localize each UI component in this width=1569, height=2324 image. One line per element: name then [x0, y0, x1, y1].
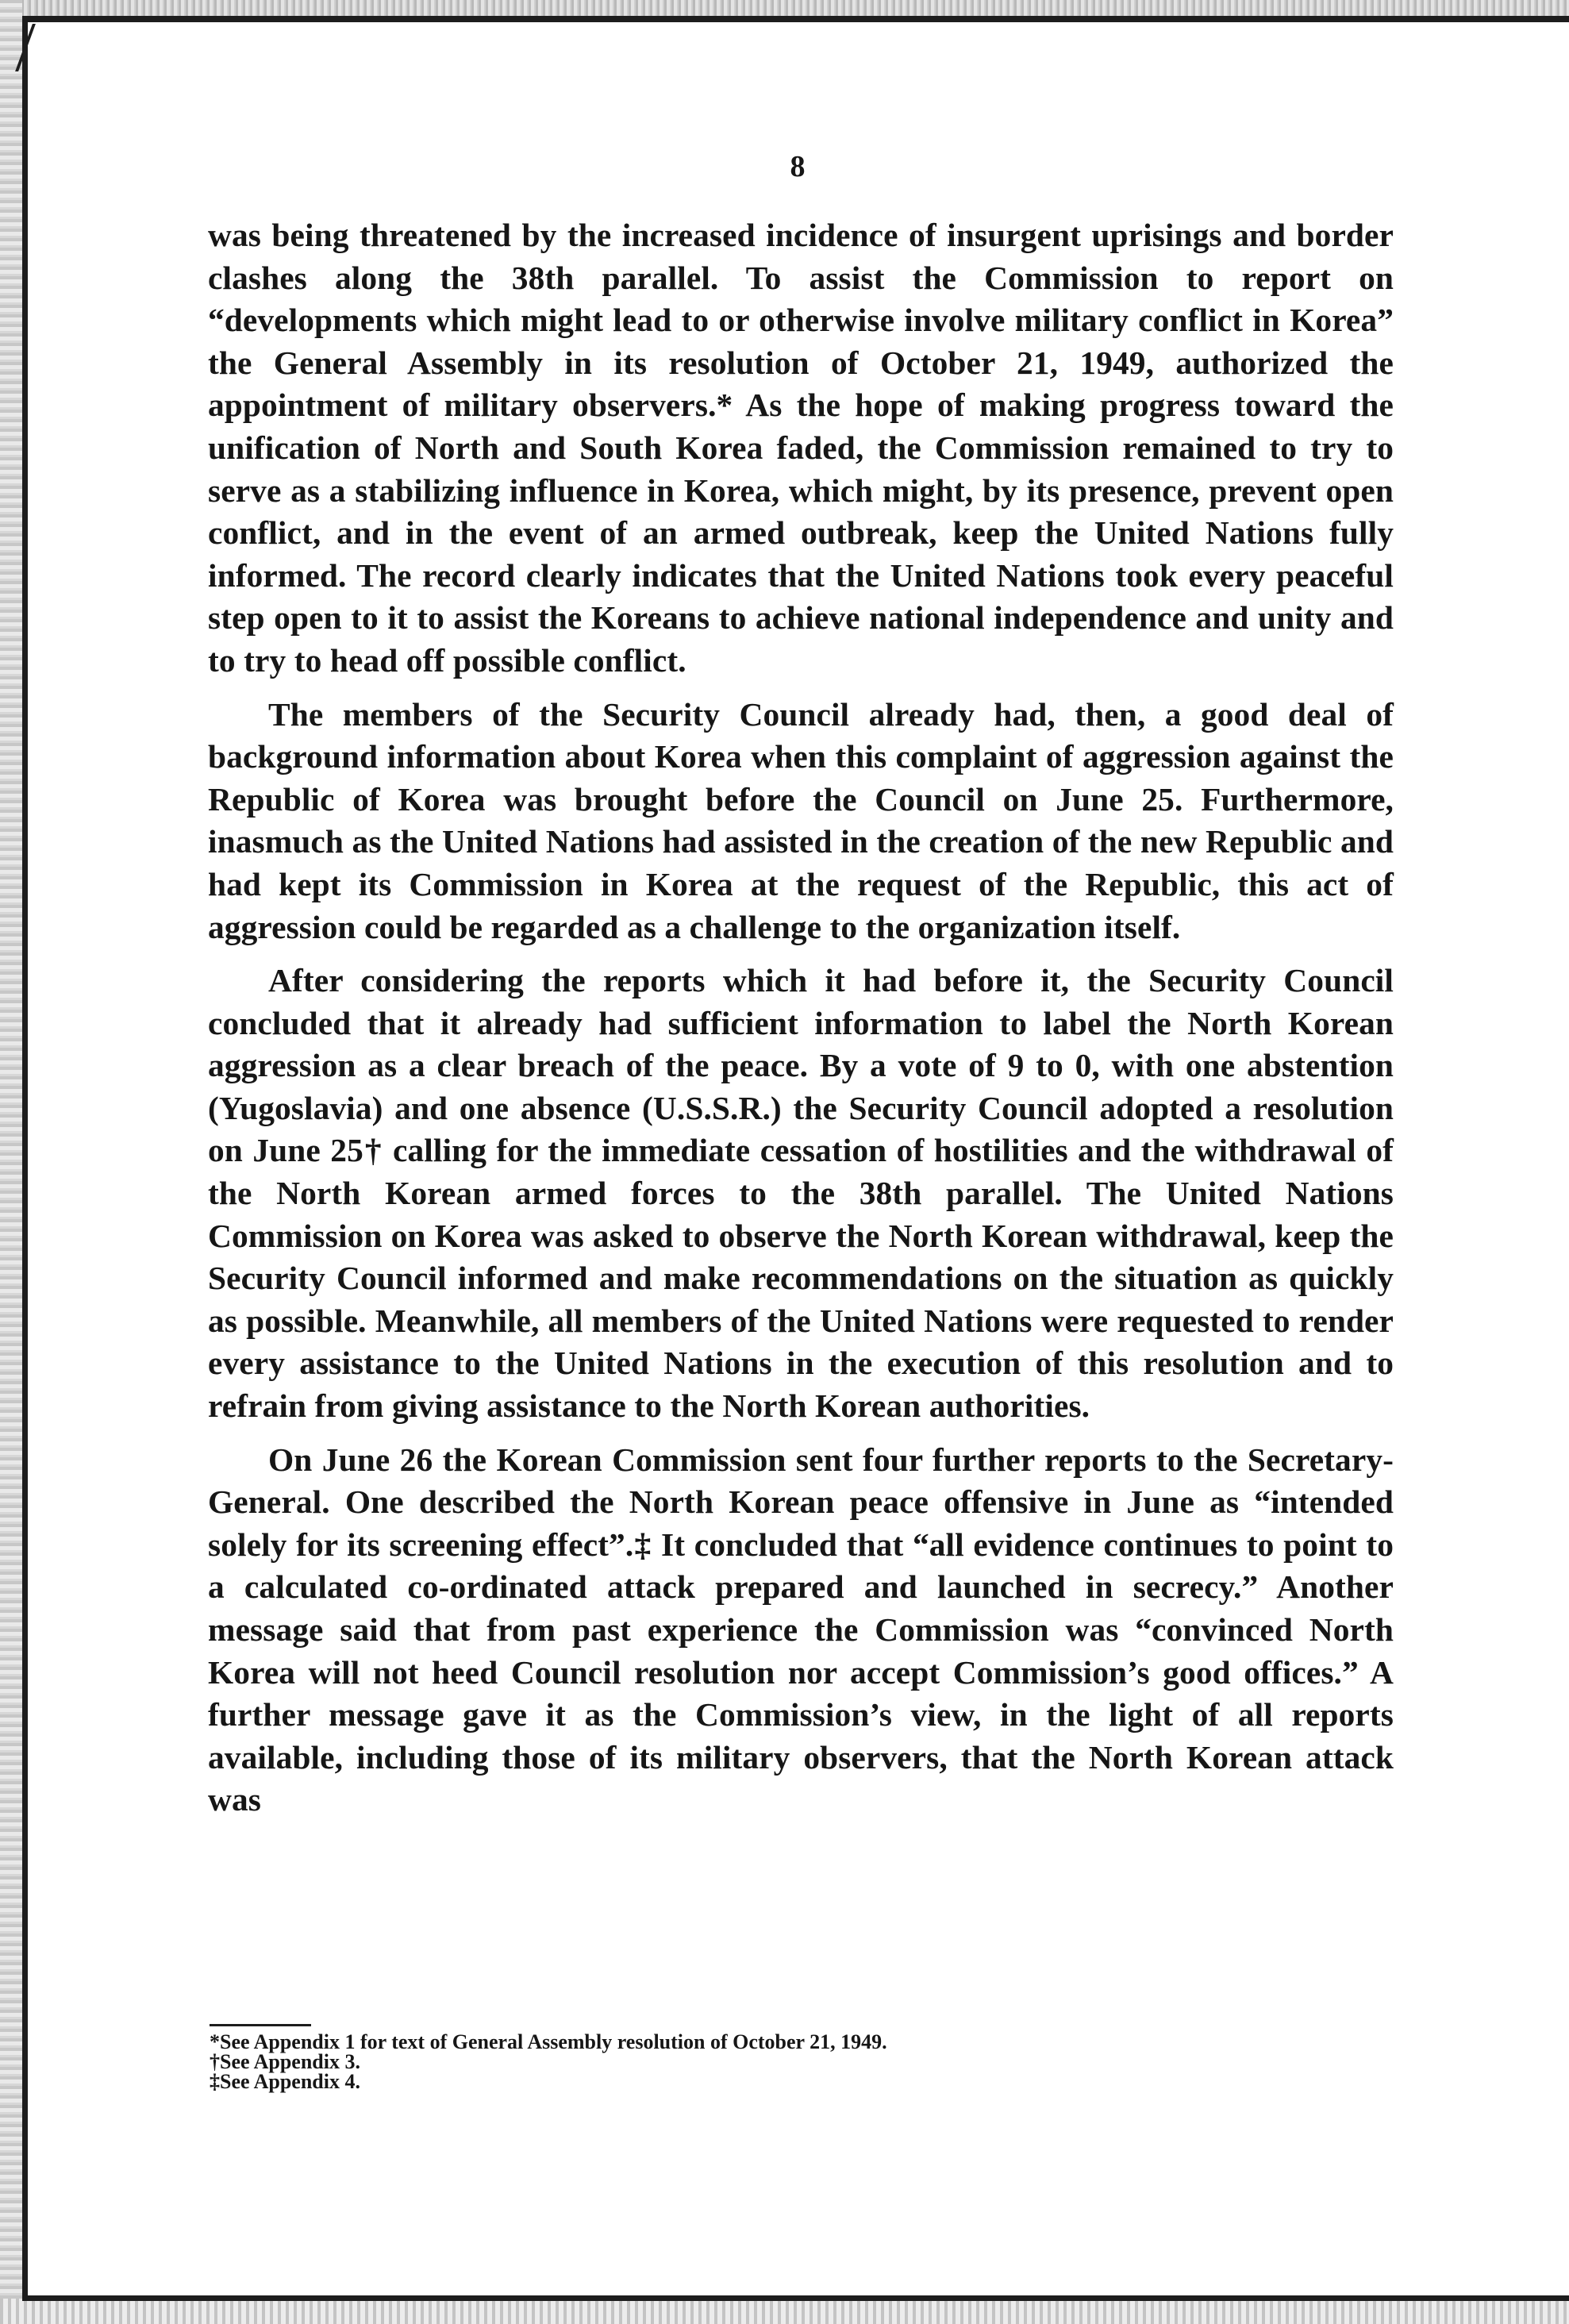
paragraph-2: The members of the Security Council already had, then, a good deal of background information about Korea when this complaint of aggression against the Republic of Korea was brought before the Council on June 25. Furthermore, inasmuch as the United Nations had assisted in the creation of the new Republic and had kept its Commission in Korea at the request of the Republic, this act of aggression could be regarded as a challenge to the organization itself. — [208, 695, 1394, 945]
scan-edge-left — [0, 0, 22, 2324]
body-text — [208, 214, 1394, 1822]
paragraph-4: On June 26 the Korean Commission sent four further reports to the Secretary-General. One described the North Korean peace offensive in June as “intended solely for its screening effect”.‡ It concluded that “all evidence continues to point to a calculated co-ordinated attack prepared and launched in secrecy.” Another message said that from past experience the Commission was “convinced North Korea will not heed Council resolution nor accept Commission’s good offices.” A further message gave it as the Commission’s view, in the light of all reports available, including those of its military observers, that the North Korean attack was — [208, 1441, 1394, 1818]
paragraph-1: was being threatened by the increased incidence of insurgent uprisings and border clashes along the 38th parallel. To assist the Commission to report on “developments which might lead to or otherwise involve military conflict in Korea” the General Assembly in its resolution of October 21, 1949, authorized the appointment of military observers.* As the hope of making progress toward the unification of North and South Korea faded, the Commission remained to try to serve as a stabilizing influence in Korea, which might, by its presence, prevent open conflict, and in the event of an armed outbreak, keep the United Nations fully informed. The record clearly indicates that the United Nations took every peaceful step open to it to assist the Koreans to achieve national independence and unity and to try to head off possible conflict. — [208, 217, 1394, 679]
page-border-top — [8, 16, 1569, 22]
page-border-bottom — [22, 2295, 1569, 2301]
paragraph-3: After considering the reports which it had before it, the Security Council concluded that it already had sufficient information to label the North Korean aggression as a clear breach of the peace. By a vote of 9 to 0, with one abstention (Yugoslavia) and one absence (U.S.S.R.) the Security Council adopted a resolution on June 25† calling for the immediate cessation of hostilities and the withdrawal of the North Korean armed forces to the 38th parallel. The United Nations Commission on Korea was asked to observe the North Korean withdrawal, keep the Security Council informed and make recommendations on the situation as quickly as possible. Meanwhile, all members of the United Nations were requested to render every assistance to the United Nations in the execution of this resolution and to refrain from giving assistance to the North Korean authorities. — [208, 962, 1394, 1425]
footnote-3: ‡See Appendix 4. — [210, 2070, 360, 2093]
scan-edge-top — [0, 0, 1569, 17]
page-corner-mark — [0, 24, 36, 71]
footnotes — [210, 2032, 1400, 2091]
footnote-divider — [210, 2024, 311, 2026]
footnote-2: †See Appendix 3. — [210, 2050, 360, 2073]
page-border-left — [22, 16, 28, 2302]
scan-edge-bottom — [0, 2299, 1569, 2324]
page-number: 8 — [790, 150, 806, 183]
footnote-1: *See Appendix 1 for text of General Assembly resolution of October 21, 1949. — [210, 2030, 887, 2053]
